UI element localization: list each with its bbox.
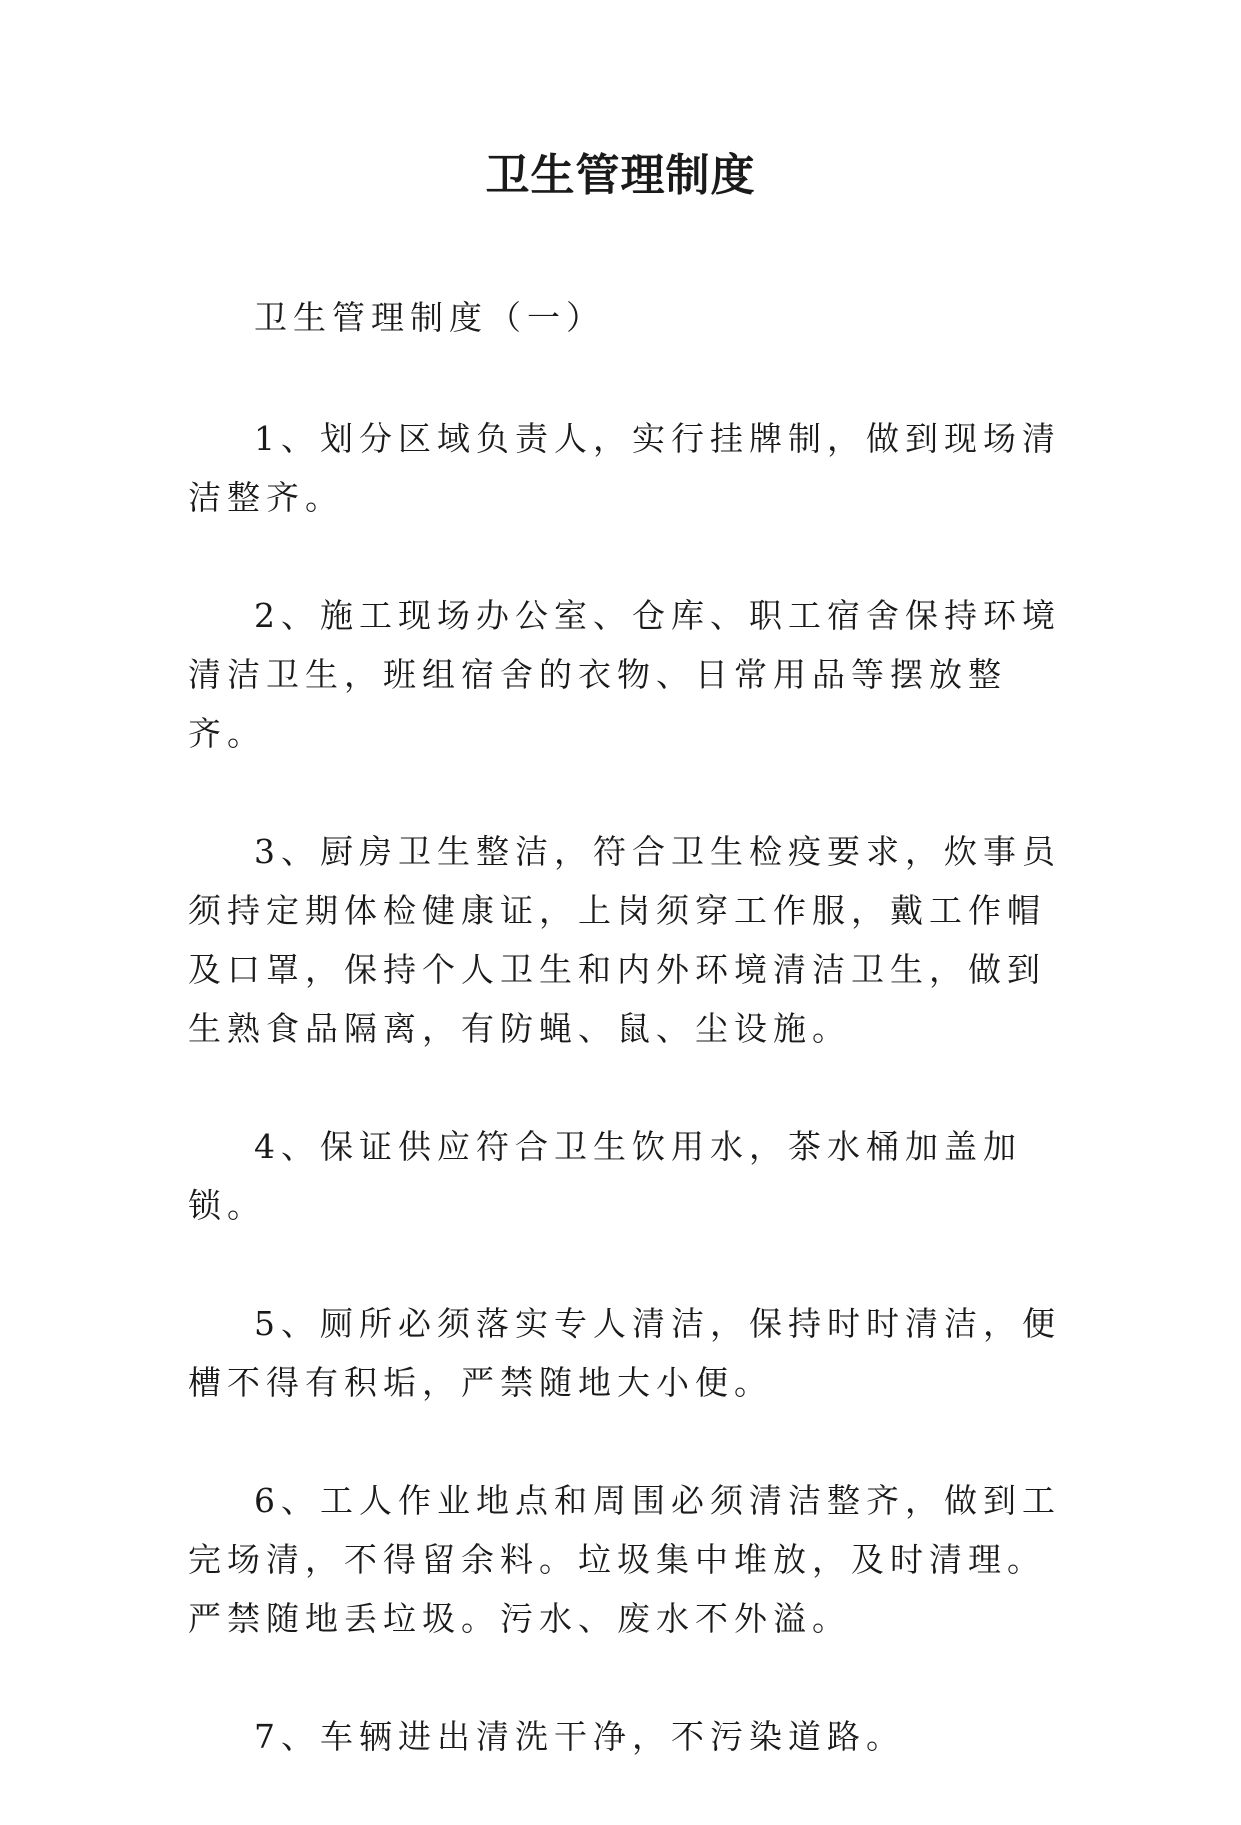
rule-item-2: 2、施工现场办公室、仓库、职工宿舍保持环境清洁卫生，班组宿舍的衣物、日常用品等摆放整齐。 — [188, 596, 1061, 753]
section-subtitle: 卫生管理制度（一） — [254, 298, 605, 337]
document-title: 卫生管理制度 — [485, 150, 756, 201]
document-body — [188, 288, 1078, 1825]
rule-item-7: 7、车辆进出清洗干净，不污染道路。 — [254, 1717, 905, 1756]
rule-item-6: 6、工人作业地点和周围必须清洁整齐，做到工完场清，不得留余料。垃圾集中堆放，及时清理。严禁随地丢垃圾。污水、废水不外溢。 — [188, 1481, 1061, 1638]
rule-item-4: 4、保证供应符合卫生饮用水，茶水桶加盖加锁。 — [188, 1127, 1022, 1225]
rule-item-3: 3、厨房卫生整洁，符合卫生检疫要求，炊事员须持定期体检健康证，上岗须穿工作服，戴工作帽及口罩，保持个人卫生和内外环境清洁卫生，做到生熟食品隔离，有防蝇、鼠、尘设施。 — [188, 832, 1061, 1048]
rule-item-5: 5、厕所必须落实专人清洁，保持时时清洁，便槽不得有积垢，严禁随地大小便。 — [188, 1304, 1061, 1402]
rule-item-1: 1、划分区域负责人，实行挂牌制，做到现场清洁整齐。 — [188, 419, 1061, 517]
